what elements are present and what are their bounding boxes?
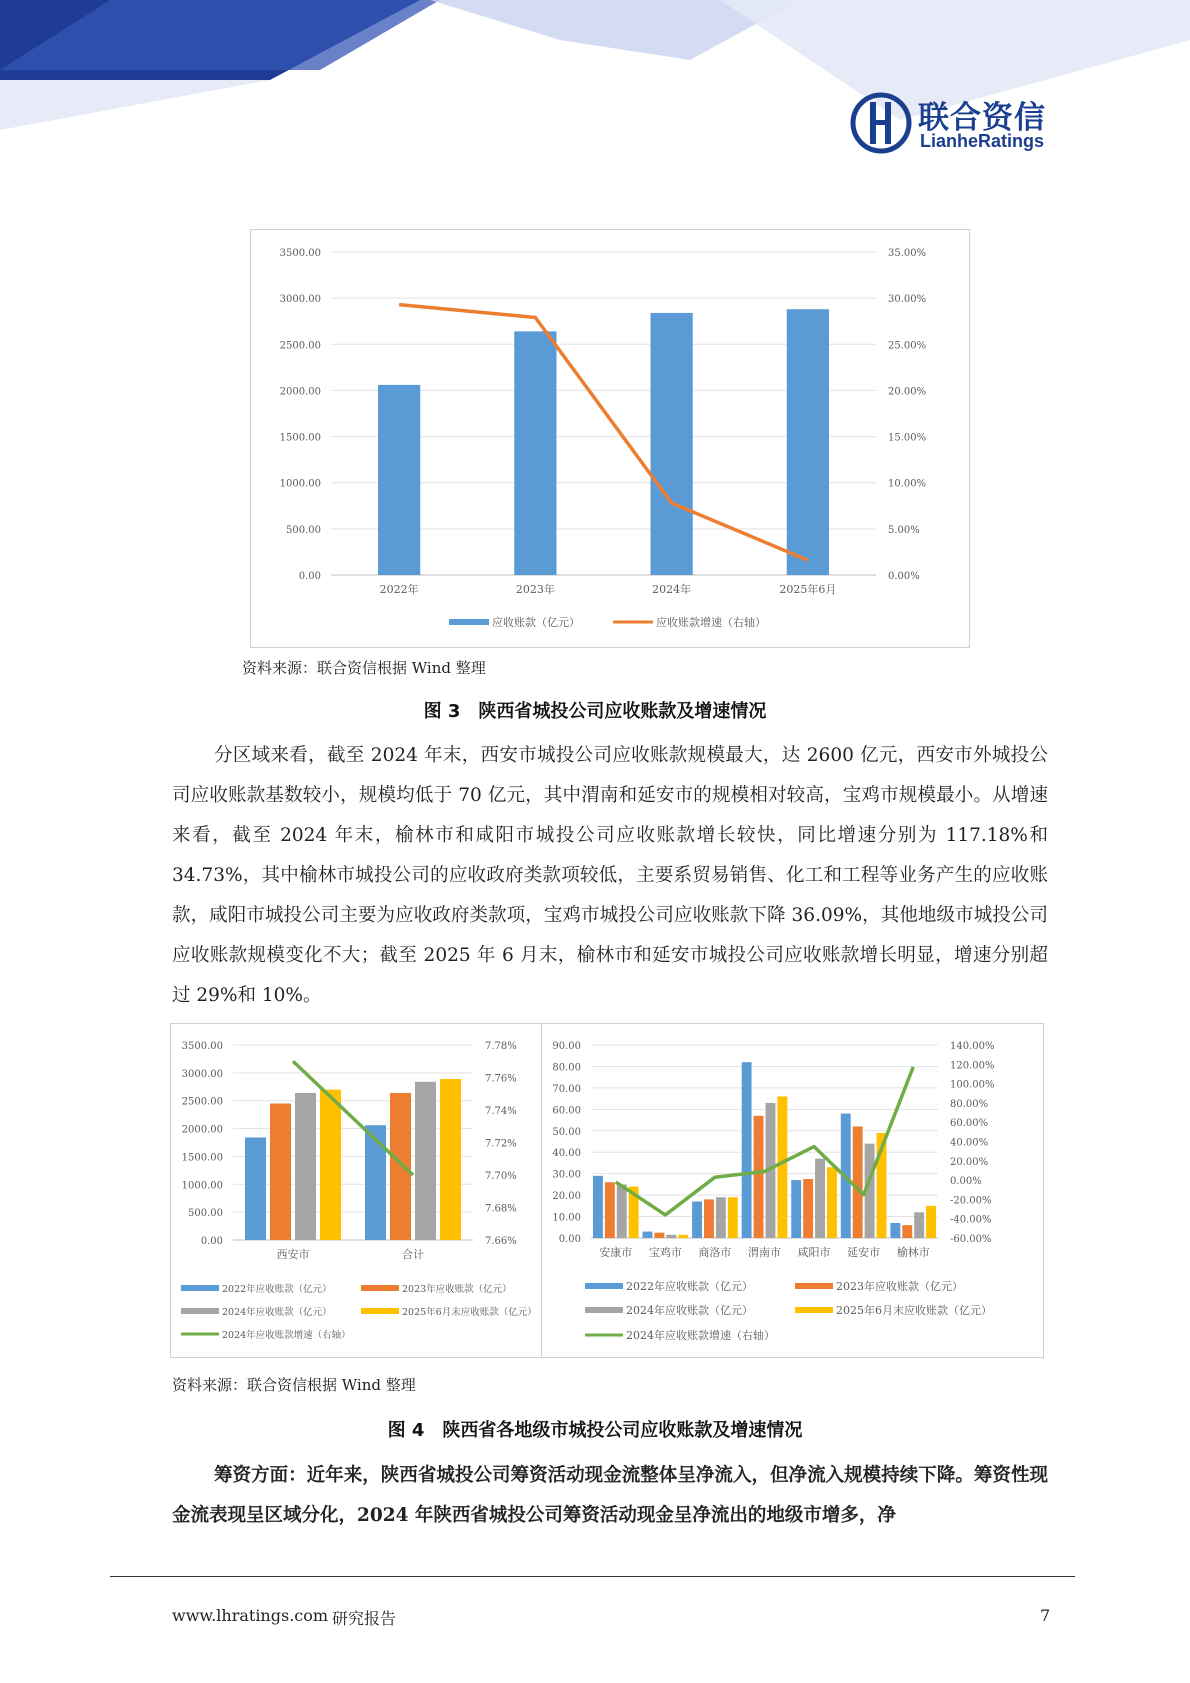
legend-label: 应收账款增速（右轴） (656, 616, 766, 629)
bar (815, 1159, 825, 1238)
brand-name-en: LianheRatings (920, 131, 1045, 151)
y-left-tick-label: 30.00 (552, 1169, 581, 1181)
y-left-tick-label: 0.00 (558, 1234, 581, 1245)
bar (678, 1235, 688, 1238)
bar (514, 331, 556, 575)
y-right-tick-label: 30.00% (888, 294, 927, 306)
figure4-source: 资料来源：联合资信根据 Wind 整理 (172, 1376, 416, 1394)
bar (704, 1199, 714, 1238)
figure4-caption: 图 4 陕西省各地级市城投公司应收账款及增速情况 (387, 1420, 803, 1441)
y-right-tick-label: 0.00% (888, 571, 920, 582)
figure3-source: 资料来源：联合资信根据 Wind 整理 (242, 659, 486, 677)
legend-label: 2025年6月末应收账款（亿元） (836, 1304, 992, 1317)
bar (754, 1116, 764, 1238)
y-right-tick-label: 0.00% (950, 1176, 982, 1188)
x-tick-label: 2025年6月 (779, 583, 837, 596)
y-right-tick-label: -40.00% (950, 1214, 992, 1226)
bar (791, 1180, 801, 1238)
y-right-tick-label: 10.00% (888, 478, 927, 490)
y-left-tick-label: 2500.00 (279, 340, 321, 352)
legend-label: 2023年应收账款（亿元） (402, 1284, 512, 1295)
y-right-tick-label: 20.00% (950, 1156, 989, 1168)
y-right-tick-label: 7.76% (485, 1073, 517, 1085)
legend-bar-swatch (795, 1307, 833, 1313)
footer-report-type: 研究报告 (332, 1609, 397, 1628)
x-tick-label: 2023年 (515, 583, 555, 596)
y-right-tick-label: 7.74% (485, 1106, 517, 1117)
legend-bar-swatch (795, 1283, 833, 1289)
bar (654, 1233, 664, 1238)
legend-bar-swatch (361, 1308, 399, 1314)
brand-name-cn: 联合资信 (918, 100, 1046, 136)
y-left-tick-label: 10.00 (552, 1212, 581, 1224)
legend-bar-swatch (361, 1285, 399, 1291)
y-right-tick-label: 35.00% (888, 248, 927, 259)
y-left-tick-label: 3500.00 (279, 248, 321, 259)
body-paragraph-2: 筹资方面：近年来，陕西省城投公司筹资活动现金流整体呈净流入，但净流入规模持续下降。筹资性现金流表现呈区域分化，2024 年陕西省城投公司筹资活动现金呈净流出的地级市增多，净 (172, 1465, 1048, 1526)
y-right-tick-label: 40.00% (950, 1137, 989, 1149)
figure3-caption: 图 3 陕西省城投公司应收账款及增速情况 (423, 701, 767, 722)
y-right-tick-label: -20.00% (950, 1195, 992, 1207)
x-tick-label: 合计 (402, 1248, 424, 1261)
bar (605, 1182, 615, 1238)
bar (390, 1093, 411, 1240)
y-left-tick-label: 2500.00 (181, 1096, 223, 1108)
bar (926, 1206, 936, 1238)
bar (270, 1104, 291, 1241)
legend-bar-swatch (181, 1308, 219, 1314)
figure3-chart-frame (250, 229, 970, 648)
x-tick-label: 商洛市 (698, 1246, 732, 1259)
y-right-tick-label: 120.00% (950, 1060, 995, 1072)
bar (666, 1235, 676, 1238)
legend-label: 2025年6月末应收账款（亿元） (402, 1307, 537, 1318)
y-left-tick-label: 500.00 (188, 1208, 223, 1220)
y-right-tick-label: 80.00% (950, 1098, 989, 1110)
x-tick-label: 渭南市 (748, 1246, 781, 1259)
x-tick-label: 2024年 (652, 583, 692, 596)
y-left-tick-label: 40.00 (552, 1148, 581, 1160)
y-left-tick-label: 2000.00 (279, 386, 321, 398)
figure4-right-chart (543, 1024, 1043, 1357)
footer-website: www.lhratings.com (172, 1606, 329, 1625)
bar (692, 1202, 702, 1238)
body-paragraph-1: 分区域来看，截至 2024 年末，西安市城投公司应收账款规模最大，达 2600 亿元，西安市外城投公司应收账款基数较小，规模均低于 70 亿元，其中渭南和延安市的规模相对较高，宝鸡市规模最小。从增速来看，截至 2024 年末，榆林市和咸阳市城投公司应收账款增长较快，同比增速分别为 117.18%和 34.73%，其中榆林市城投公司的应收政府类款项较低，主要系贸易销售、化工和工程等业务产生的应收账款，咸阳市城投公司主要为应收政府类款项，宝鸡市城投公司应收账款下降 36.09%，其他地级市城投公司应收账款规模变化不大；截至 2025 年 6 月末，榆林市和延安市城投公司应收账款增长明显，增速分别超过 29%和 10%。 (172, 745, 1048, 1006)
legend-label: 应收账款（亿元） (492, 616, 580, 629)
bar (415, 1082, 436, 1240)
x-tick-label: 宝鸡市 (648, 1246, 682, 1259)
legend-label: 2024年应收账款（亿元） (222, 1307, 332, 1318)
legend-label: 2024年应收账款增速（右轴） (222, 1330, 351, 1341)
bar (827, 1167, 837, 1238)
bar (914, 1212, 924, 1238)
bar (716, 1197, 726, 1238)
bar (365, 1125, 386, 1240)
legend-bar-swatch (449, 619, 489, 625)
bar (651, 313, 693, 575)
figure4-left-chart (171, 1024, 539, 1357)
y-right-tick-label: 7.68% (485, 1203, 517, 1215)
bar (787, 309, 829, 575)
y-left-tick-label: 20.00 (552, 1191, 581, 1203)
bar (593, 1176, 603, 1238)
y-left-tick-label: 70.00 (552, 1083, 581, 1095)
y-left-tick-label: 1000.00 (181, 1180, 223, 1192)
y-left-tick-label: 80.00 (552, 1062, 581, 1074)
y-right-tick-label: 7.70% (485, 1171, 517, 1182)
y-left-tick-label: 60.00 (552, 1105, 581, 1117)
x-tick-label: 延安市 (847, 1246, 881, 1259)
x-tick-label: 安康市 (599, 1246, 633, 1259)
bar (853, 1126, 863, 1238)
y-right-tick-label: 15.00% (888, 432, 927, 444)
y-right-tick-label: 60.00% (950, 1118, 989, 1130)
y-left-tick-label: 0.00 (298, 571, 321, 582)
lianhe-logo-icon (850, 92, 912, 154)
y-left-tick-label: 2000.00 (181, 1124, 223, 1136)
bar (902, 1225, 912, 1238)
header-shape-accent (0, 80, 270, 130)
bar (378, 385, 420, 575)
y-left-tick-label: 1500.00 (279, 432, 321, 444)
y-left-tick-label: 1500.00 (181, 1152, 223, 1164)
footer-page-number: 7 (1040, 1606, 1051, 1625)
bar (245, 1137, 266, 1240)
y-right-tick-label: 7.78% (485, 1041, 517, 1052)
x-tick-label: 西安市 (276, 1248, 310, 1261)
legend-bar-swatch (585, 1283, 623, 1289)
x-tick-label: 2022年 (379, 583, 419, 596)
y-right-tick-label: 100.00% (950, 1079, 995, 1091)
legend-bar-swatch (585, 1307, 623, 1313)
y-right-tick-label: 140.00% (950, 1041, 995, 1052)
legend-label: 2024年应收账款（亿元） (626, 1304, 753, 1317)
y-left-tick-label: 50.00 (552, 1126, 581, 1138)
y-right-tick-label: 7.66% (485, 1236, 517, 1247)
legend-label: 2024年应收账款增速（右轴） (626, 1329, 775, 1342)
y-left-tick-label: 0.00 (200, 1236, 223, 1247)
bar (643, 1232, 653, 1238)
bar (320, 1090, 341, 1240)
growth-line (399, 305, 808, 561)
y-left-tick-label: 3500.00 (181, 1041, 223, 1052)
y-left-tick-label: 3000.00 (181, 1068, 223, 1080)
bar (295, 1093, 316, 1240)
bar (617, 1184, 627, 1238)
legend-label: 2022年应收账款（亿元） (222, 1284, 332, 1295)
bar (890, 1223, 900, 1238)
x-tick-label: 咸阳市 (797, 1246, 831, 1259)
bar (728, 1197, 738, 1238)
figure4-divider (541, 1024, 542, 1357)
figure4-chart-frame (170, 1023, 1044, 1358)
x-tick-label: 榆林市 (896, 1246, 930, 1259)
footer-divider (110, 1576, 1075, 1577)
y-left-tick-label: 90.00 (552, 1041, 581, 1052)
y-right-tick-label: 7.72% (485, 1138, 517, 1150)
y-right-tick-label: 5.00% (888, 524, 920, 536)
y-left-tick-label: 500.00 (286, 524, 321, 536)
y-right-tick-label: 20.00% (888, 386, 927, 398)
figure3-chart (251, 230, 969, 647)
bar (742, 1062, 752, 1238)
legend-label: 2022年应收账款（亿元） (626, 1280, 753, 1293)
y-right-tick-label: 25.00% (888, 340, 927, 352)
y-left-tick-label: 1000.00 (279, 478, 321, 490)
bar (440, 1079, 461, 1240)
y-left-tick-label: 3000.00 (279, 294, 321, 306)
bar (803, 1179, 813, 1238)
legend-bar-swatch (181, 1285, 219, 1291)
y-right-tick-label: -60.00% (950, 1234, 992, 1245)
bar (777, 1096, 787, 1238)
legend-label: 2023年应收账款（亿元） (836, 1280, 963, 1293)
